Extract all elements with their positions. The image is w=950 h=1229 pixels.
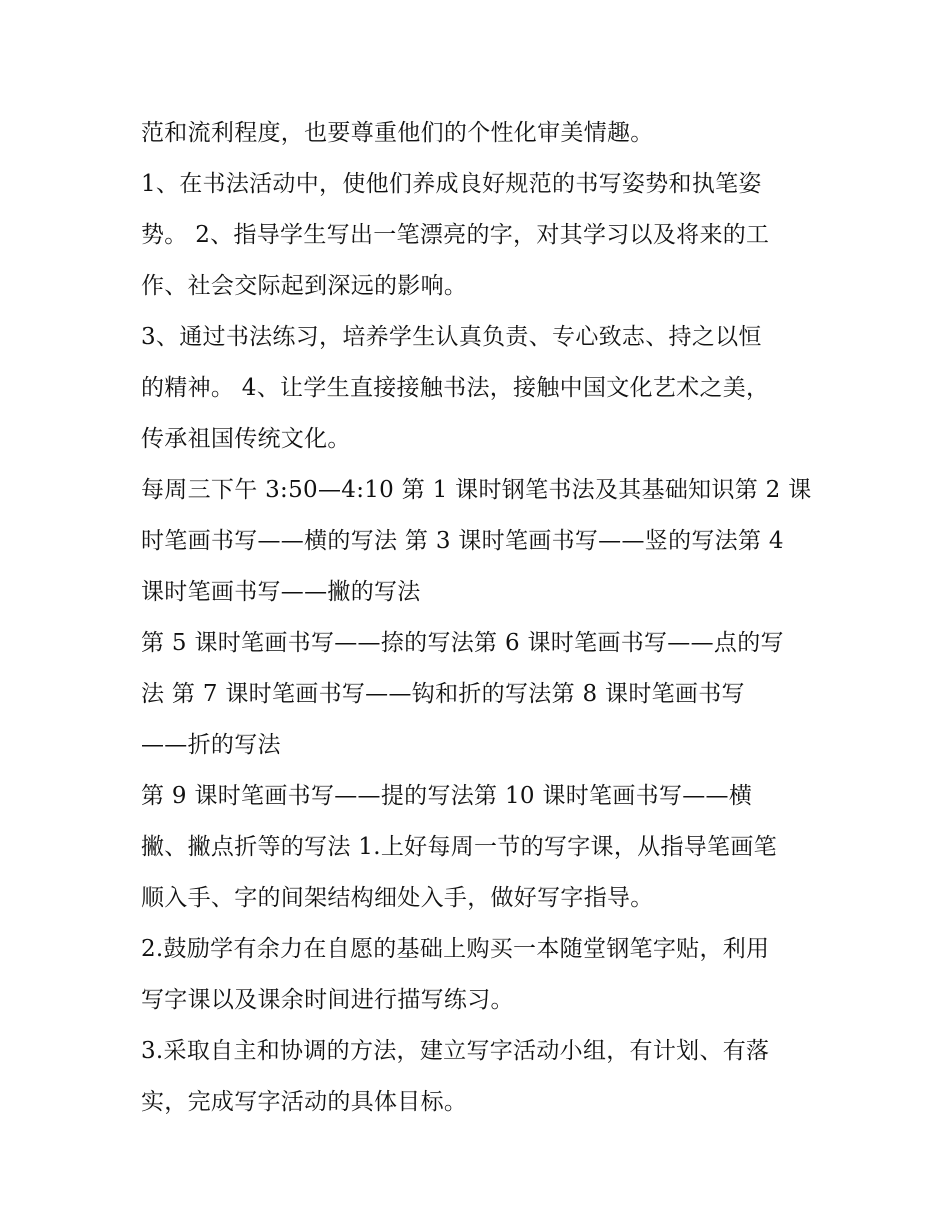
text-line: 课时笔画书写——撇的写法 [141,579,421,605]
text-line: 3、通过书法练习，培养学生认真负责、专心致志、持之以恒 [141,324,762,350]
text-line: 势。 2、指导学生写出一笔漂亮的字，对其学习以及将来的工 [141,222,770,248]
text-line: 1、在书法活动中，使他们养成良好规范的书写姿势和执笔姿 [141,171,762,197]
text-line: 2.鼓励学有余力在自愿的基础上购买一本随堂钢笔字贴，利用 [141,936,770,962]
text-line: 法 第 7 课时笔画书写——钩和折的写法第 8 课时笔画书写 [141,681,745,707]
text-line: 传承祖国传统文化。 [141,426,351,452]
text-line: 3.采取自主和协调的方法，建立写字活动小组，有计划、有落 [141,1038,770,1064]
text-line: 范和流利程度，也要尊重他们的个性化审美情趣。 [141,120,654,146]
text-line: 时笔画书写——横的写法 第 3 课时笔画书写——竖的写法第 4 [141,528,784,554]
text-line: 的精神。 4、让学生直接接触书法，接触中国文化艺术之美， [141,375,770,401]
text-line: ——折的写法 [141,732,281,758]
text-line: 撇、撇点折等的写法 1.上好每周一节的写字课，从指导笔画笔 [141,834,777,860]
document-body [141,108,821,1128]
text-line: 第 9 课时笔画书写——提的写法第 10 课时笔画书写——横 [141,783,753,809]
text-line: 顺入手、字的间架结构细处入手，做好写字指导。 [141,885,654,911]
text-line: 第 5 课时笔画书写——捺的写法第 6 课时笔画书写——点的写 [141,630,784,656]
text-line: 每周三下午 3:50—4:10 第 1 课时钢笔书法及其基础知识第 2 课 [141,477,812,503]
text-line: 作、社会交际起到深远的影响。 [141,273,468,299]
text-line: 写字课以及课余时间进行描写练习。 [141,987,514,1013]
text-line: 实，完成写字活动的具体目标。 [141,1089,468,1115]
